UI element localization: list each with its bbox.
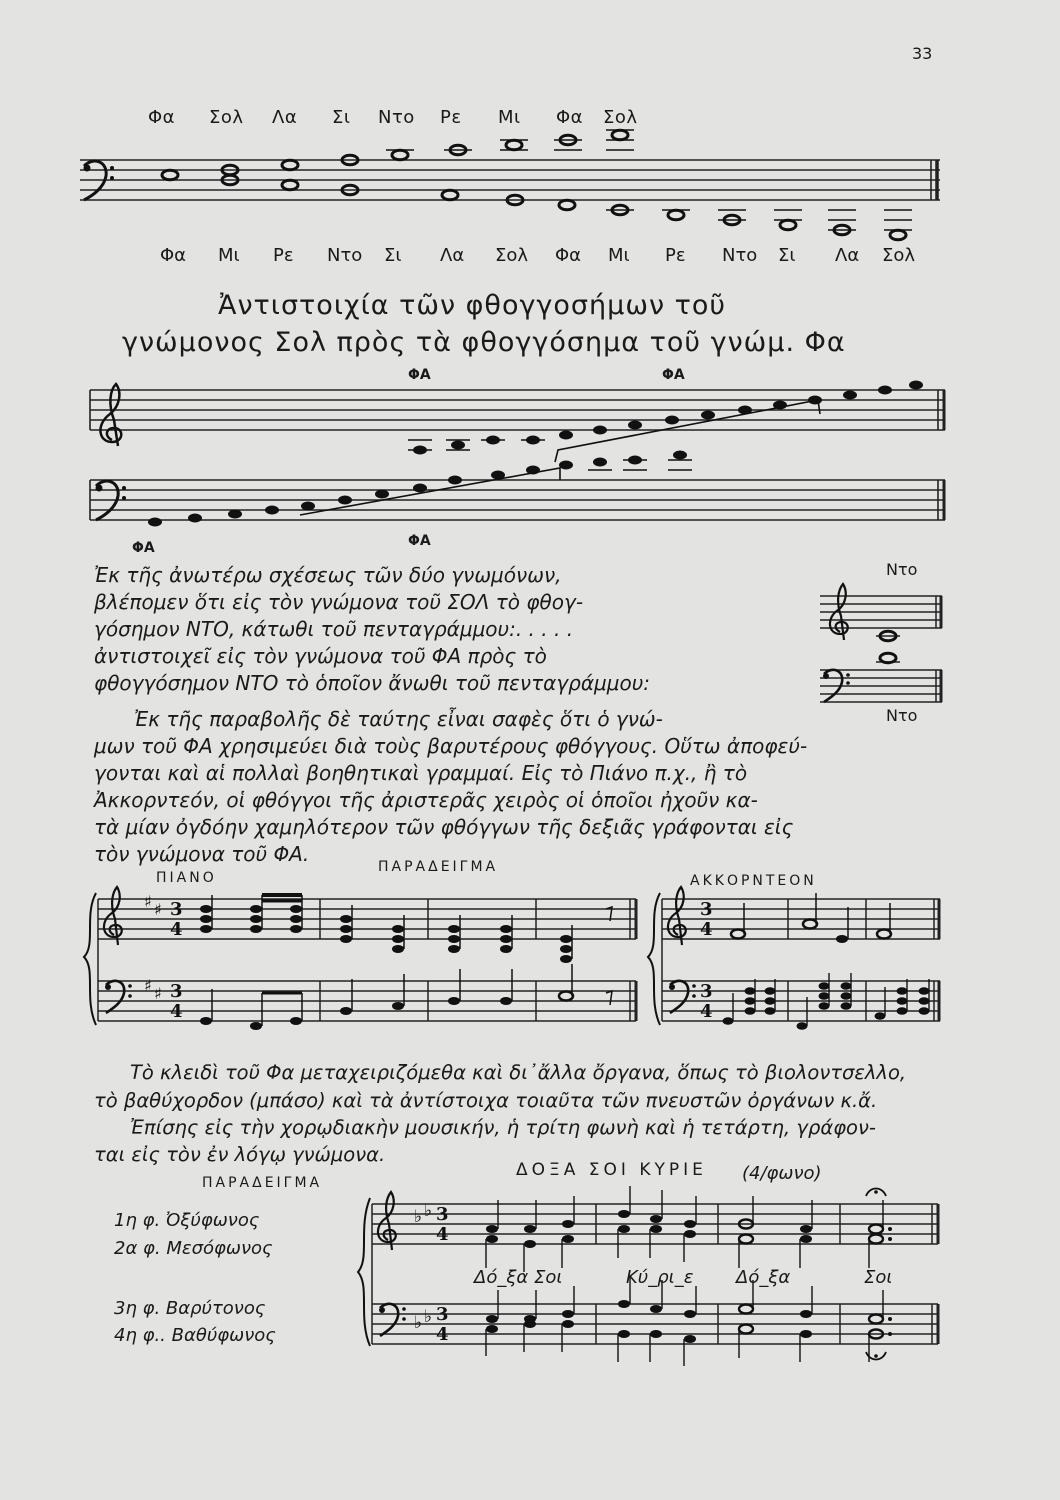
nto-label: Ντο (886, 706, 918, 725)
nto-comparison-staves (816, 570, 946, 710)
note-name: Ντο (327, 245, 363, 266)
voice-label: 4η φ.. Βαθύφωνος (114, 1325, 276, 1346)
time-signature-numerator: 3 (170, 981, 183, 1002)
fa-label: ΦΑ (408, 367, 431, 383)
paragraph-line: Τὸ κλειδὶ τοῦ Φα μεταχειριζόμεθα καὶ δι᾽ἄλλα ὄργανα, ὅπως τὸ βιολοντσελλο, (130, 1061, 907, 1084)
lyric-syllables: Κύ_ρι_ε (626, 1267, 694, 1288)
svg-text:♭: ♭ (414, 1207, 423, 1227)
fa-label: ΦΑ (408, 533, 431, 549)
paragraph-line: τὰ μίαν ὀγδόην χαμηλότερον τῶν φθόγγων τῆς δεξιᾶς γράφονται εἰς (94, 815, 794, 839)
note-name: Ρε (273, 245, 294, 266)
paragraph-line: γόσημον ΝΤΟ, κάτωθι τοῦ πενταγράμμου:. . . . . (94, 617, 574, 641)
time-signature-numerator: 3 (700, 981, 713, 1002)
time-signature-denominator: 4 (700, 1001, 713, 1022)
note-name: Λα (272, 107, 298, 128)
svg-text:♭: ♭ (424, 1201, 433, 1221)
note-name: Ρε (665, 245, 686, 266)
section-title-line-2: γνώμονος Σολ πρὸς τὰ φθογγόσημα τοῦ γνώμ. Φα (122, 327, 846, 358)
song-subtitle: (4/φωνο) (742, 1163, 822, 1184)
paragraph-line: γονται καὶ αἱ πολλαὶ βοηθητικαὶ γραμμαί. Εἰς τὸ Πιάνο π.χ., ἢ τὸ (94, 761, 748, 785)
time-signature-numerator: 3 (170, 899, 183, 920)
treble-clef-icon (668, 887, 686, 945)
lyric-syllables: Δό_ξα (736, 1267, 791, 1288)
note-name: Φα (555, 245, 582, 266)
note-name: Σολ (209, 107, 244, 128)
time-signature-numerator: 3 (700, 899, 713, 920)
correspondence-staves (90, 370, 950, 540)
time-signature-numerator: 3 (436, 1204, 449, 1225)
svg-text:♭: ♭ (424, 1307, 433, 1327)
paragraph-line: τὸν γνώμονα τοῦ ΦΑ. (94, 842, 310, 866)
scale-staff (80, 120, 950, 250)
treble-clef-icon (100, 384, 121, 446)
accordion-example-score (648, 885, 948, 1035)
bass-clef-icon (105, 981, 132, 1013)
fa-label: ΦΑ (132, 540, 155, 556)
note-name: Σολ (603, 107, 638, 128)
treble-clef-icon (104, 887, 122, 945)
note-name: Σολ (882, 245, 916, 266)
svg-text:♯: ♯ (154, 900, 162, 919)
bass-clef-icon (379, 1304, 406, 1336)
paragraph-line: βλέπομεν ὅτι εἰς τὸν γνώμονα τοῦ ΣΟΛ τὸ φθογ- (94, 590, 584, 614)
note-name: Φα (160, 245, 187, 266)
lyric-syllables: Σοι (864, 1267, 893, 1288)
note-name: Φα (148, 107, 176, 128)
lyric-syllables: Δό_ξα Σοι (474, 1267, 563, 1288)
page-number: 33 (912, 44, 933, 63)
voice-label: 1η φ. Ὀξύφωνος (114, 1210, 260, 1231)
voice-label: 2α φ. Μεσόφωνος (114, 1238, 273, 1259)
note-name: Φα (556, 107, 584, 128)
note-name: Σι (778, 245, 796, 266)
paragraph-line: μων τοῦ ΦΑ χρησιμεύει διὰ τοὺς βαρυτέρους φθόγγους. Οὕτω ἀποφεύ- (94, 734, 808, 758)
piano-label: ΠΙΑΝΟ (156, 870, 217, 886)
piano-example-score (84, 885, 644, 1035)
voice-label: 3η φ. Βαρύτονος (114, 1298, 266, 1319)
note-name: Ρε (440, 107, 462, 128)
note-name: Μι (498, 107, 521, 128)
svg-text:♯: ♯ (154, 984, 162, 1003)
song-title: ΔΟΞΑ ΣΟΙ ΚΥΡΙΕ (516, 1160, 707, 1180)
paragraph-line: Ἐκ τῆς ἀνωτέρω σχέσεως τῶν δύο γνωμόνων, (94, 563, 562, 587)
example-heading: ΠΑΡΑΔΕΙΓΜΑ (378, 859, 499, 875)
time-signature-denominator: 4 (700, 919, 713, 940)
note-name: Μι (608, 245, 630, 266)
time-signature-denominator: 4 (436, 1224, 449, 1245)
svg-text:♯: ♯ (144, 892, 152, 911)
section-title-line-1: Ἀντιστοιχία τῶν φθογγοσήμων τοῦ (218, 290, 727, 321)
paragraph-line: Ἐκ τῆς παραβολῆς δὲ ταύτης εἶναι σαφὲς ὅτι ὁ γνώ- (134, 707, 663, 731)
note-name: Σι (332, 107, 351, 128)
paragraph-line: ται εἰς τὸν ἐν λόγῳ γνώμονα. (94, 1143, 386, 1166)
note-name: Λα (835, 245, 860, 266)
time-signature-denominator: 4 (170, 919, 183, 940)
time-signature-denominator: 4 (436, 1324, 449, 1345)
note-name: Λα (440, 245, 465, 266)
paragraph-line: Ἐπίσης εἰς τὴν χορῳδιακὴν μουσικήν, ἡ τρίτη φωνὴ καὶ ἡ τετάρτη, γράφον- (130, 1116, 876, 1139)
note-name: Ντο (378, 107, 415, 128)
time-signature-numerator: 3 (436, 1304, 449, 1325)
note-name: Μι (218, 245, 240, 266)
bass-clef-icon (669, 981, 696, 1013)
accordion-label: ΑΚΚΟΡΝΤΕΟΝ (690, 873, 817, 889)
fa-label: ΦΑ (662, 367, 685, 383)
svg-text:♯: ♯ (144, 976, 152, 995)
paragraph-line: Ἀκκορντεόν, οἱ φθόγγοι τῆς ἀριστερᾶς χειρὸς οἱ ὁποῖοι ἠχοῦν κα- (94, 788, 758, 812)
note-name: Σολ (495, 245, 529, 266)
svg-text:♭: ♭ (414, 1313, 423, 1333)
note-name: Ντο (722, 245, 758, 266)
paragraph-line: τὸ βαθύχορδον (μπάσο) καὶ τὰ ἀντίστοιχα τοιαῦτα τῶν πνευστῶν ὀργάνων κ.ἄ. (94, 1089, 878, 1112)
example-heading: ΠΑΡΑΔΕΙΓΜΑ (202, 1175, 323, 1191)
paragraph-line: φθογγόσημον ΝΤΟ τὸ ὁποῖον ἄνωθι τοῦ πενταγράμμου: (94, 671, 651, 695)
nto-label: Ντο (886, 560, 918, 579)
paragraph-line: ἀντιστοιχεῖ εἰς τὸν γνώμονα τοῦ ΦΑ πρὸς τὸ (94, 644, 547, 668)
treble-clef-icon (378, 1192, 396, 1250)
time-signature-denominator: 4 (170, 1001, 183, 1022)
note-name: Σι (384, 245, 402, 266)
